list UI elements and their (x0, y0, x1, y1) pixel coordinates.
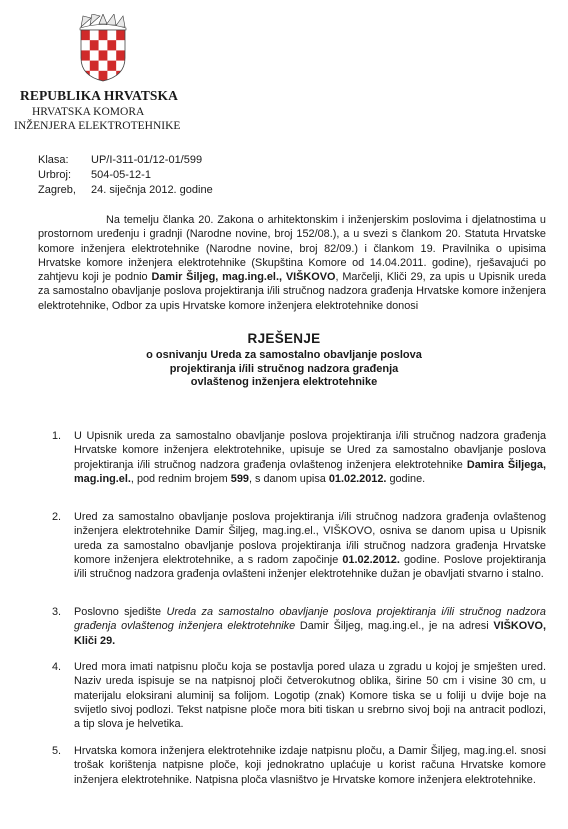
shield-square (116, 30, 125, 40)
shield-square (81, 40, 90, 50)
shield-square (90, 30, 99, 40)
reference-block (38, 153, 213, 198)
decision-title: RJEŠENJE (247, 331, 321, 346)
shield-square (99, 40, 108, 50)
shield-square (116, 50, 125, 60)
item-text: U Upisnik ureda za samostalno obavljanje poslova projektiranja i/ili stručnog nadzora građenja Hrvatske komore inženjera elektrotehnike, upisuje se Ured za samostalno obavljanje poslova projektiranja i/ili stručnog nadzora građenja ovlaštenog inženjera elektrotehnike Damira Šiljega, mag.ing.el., pod rednim brojem 599, s danom upisa 01.02.2012. godine. (74, 430, 546, 485)
klasa-value: UP/I-311-01/12-01/599 (91, 154, 203, 166)
shield-square (107, 40, 116, 50)
intro-text-2: , Marčelji, Kliči 29, za upis u Upisnik ureda za samostalno obavljanje poslova projektiranja i/ili stručnog nadzora građenja Hrvatske komore inženjera elektrotehnike, Odbor za upis Hrvatske komore inženjera elektrotehnike donosi (38, 271, 546, 312)
item-number: 4. (52, 661, 62, 673)
item-number: 3. (52, 606, 62, 618)
shield-square (81, 71, 90, 81)
item-number: 1. (52, 430, 62, 442)
shield-square (116, 71, 125, 81)
urbroj-value: 504-05-12-1 (91, 169, 151, 181)
shield-square (99, 61, 108, 71)
decision-subtitle-line-1: o osnivanju Ureda za samostalno obavljanje poslova (146, 349, 422, 361)
shield-square (107, 30, 116, 40)
item-text: Hrvatska komora inženjera elektrotehnike izdaje natpisnu ploču, a Damir Šiljeg, mag.ing.el. snosi trošak korištenja natpisne ploče, koji jednokratno uplaćuje u korist računa Hrvatske komore inženjera elektrotehnike. Natpisna ploča vlasništvo je Hrvatske komore inženjera elektrotehnike. (74, 745, 546, 786)
klasa-label: Klasa: (38, 154, 69, 166)
urbroj-label: Urbroj: (38, 169, 72, 181)
decision-subtitle-line-3: ovlaštenog inženjera elektrotehnike (190, 376, 378, 388)
item-text: Ured mora imati natpisnu ploču koja se postavlja pored ulaza u zgradu u kojoj je smješten ured. Naziv ureda ispisuje se na natpisnoj ploči četverokutnog oblika, širine 50 cm i visine 30 cm, u materijalu eloksirani aluminij sa folijom. Logotip (znak) Komore tiska se u foliji u dvije boje na svijetlo sivoj podlozi. Tekst natpisne ploče mora biti tiskan u srebrno sivoj boji na antracit podlozi, a tip slova je helvetika. (74, 661, 546, 731)
shield-square (90, 50, 99, 60)
place-label: Zagreb, (38, 184, 76, 196)
shield-square (99, 71, 108, 81)
shield-square (81, 30, 90, 40)
croatian-coat-of-arms-icon (78, 14, 128, 82)
shield-square (99, 50, 108, 60)
date-value: 24. siječnja 2012. godine (91, 184, 213, 196)
shield-square (90, 40, 99, 50)
intro-paragraph (38, 213, 546, 313)
item-text: Poslovno sjedište Ureda za samostalno obavljanje poslova projektiranja i/ili stručnog nadzora građenja ovlaštenog inženjera elektrotehnike Damir Šiljeg, mag.ing.el., je na adresi VIŠKOVO, Kliči 29. (74, 606, 546, 647)
shield-square (107, 61, 116, 71)
shield-square (81, 50, 90, 60)
shield-square (107, 50, 116, 60)
decision-subtitle (0, 349, 568, 390)
issuer-subtitle-1: HRVATSKA KOMORA (32, 106, 145, 118)
decision-subtitle-line-2: projektiranja i/ili stručnog nadzora građenja (169, 362, 399, 375)
intro-text-1: Na temelju članka 20. Zakona o arhitektonskim i inženjerskim poslovima i djelatnostima u prostornom uređenju i gradnji (Narodne novine, broj 152/08.), a u svezi s člankom 20. Statuta Hrvatske komore inženjera elektrotehnike (Narodne novine, broj 82/09.) i člankom 19. Pravilnika o upisima Hrvatske komore inženjera elektrotehnike (Skupština Komore od 14.04.2011. godine), rješavajući po zahtjevu koji je podnio (38, 214, 546, 284)
item-number: 2. (52, 511, 62, 523)
shield-square (90, 61, 99, 71)
applicant-name: Damir Šiljeg, mag.ing.el., VIŠKOVO (151, 271, 336, 284)
shield-square (99, 30, 108, 40)
item-text: Ured za samostalno obavljanje poslova projektiranja i/ili stručnog nadzora građenja ovlaštenog inženjera elektrotehnike Damir Šiljeg, mag.ing.el., VIŠKOVO, osniva se danom upisa u Upisnik ureda za samostalno obavljanje poslova projektiranja i/ili stručnog nadzora građenja Hrvatske komore inženjera elektrotehnike, a s radom započinje 01.02.2012. godine. Poslove projektiranja i/ili stručnog nadzora građenja ovlašteni inženjer elektrotehnike dužan je obavljati stvarno i stalno. (74, 511, 546, 581)
shield-square (116, 40, 125, 50)
item-number: 5. (52, 745, 62, 757)
issuer-subtitle-2: INŽENJERA ELEKTROTEHNIKE (14, 120, 181, 132)
issuer-title: REPUBLIKA HRVATSKA (20, 88, 178, 103)
